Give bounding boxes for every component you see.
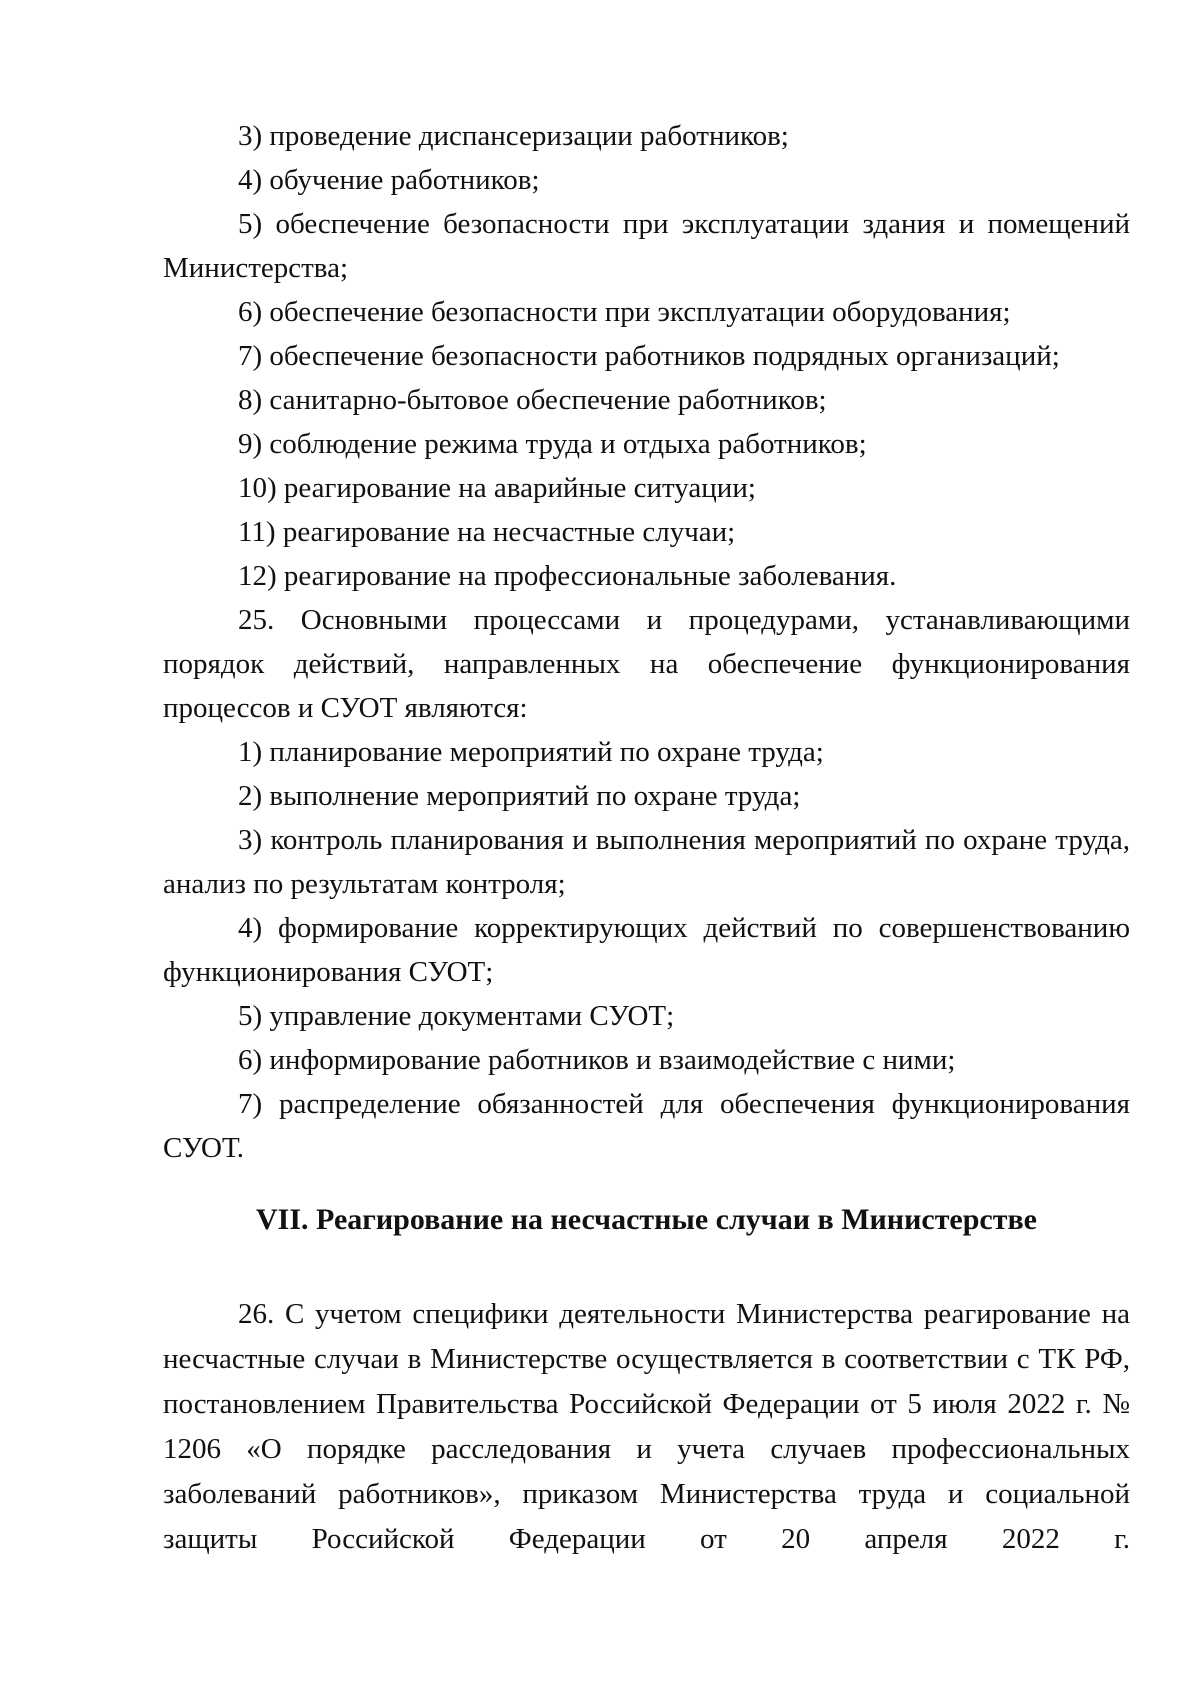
list-item: 1) планирование мероприятий по охране труда; — [238, 736, 824, 768]
section-heading: VII. Реагирование на несчастные случаи в Министерстве — [256, 1203, 1037, 1236]
list-item: 11) реагирование на несчастные случаи; — [238, 516, 736, 548]
list-item: 6) обеспечение безопасности при эксплуатации оборудования; — [238, 296, 1011, 328]
list-item: 10) реагирование на аварийные ситуации; — [238, 472, 756, 504]
list-item: 7) распределение обязанностей для обеспечения функционирования СУОТ. — [163, 1088, 1130, 1164]
list-a — [163, 114, 1130, 1170]
list-item: 7) обеспечение безопасности работников подрядных организаций; — [238, 340, 1060, 372]
list-item: 3) контроль планирования и выполнения мероприятий по охране труда, анализ по результатам контроля; — [163, 824, 1130, 900]
list-item: 2) выполнение мероприятий по охране труда; — [238, 780, 801, 812]
paragraph-26-block — [163, 1292, 1130, 1562]
list-item: 4) обучение работников; — [238, 164, 540, 196]
list-item: 3) проведение диспансеризации работников; — [238, 120, 789, 152]
list-item: 8) санитарно-бытовое обеспечение работников; — [238, 384, 827, 416]
list-item: 12) реагирование на профессиональные заболевания. — [238, 560, 897, 592]
list-item: 4) формирование корректирующих действий по совершенствованию функционирования СУОТ; — [163, 912, 1130, 988]
paragraph-25: 25. Основными процессами и процедурами, устанавливающими порядок действий, направленных на обеспечение функционирования процессов и СУОТ являются: — [163, 604, 1130, 724]
paragraph-26: 26. С учетом специфики деятельности Министерства реагирование на несчастные случаи в Министерстве осуществляется в соответствии с ТК РФ, постановлением Правительства Российской Федерации от 5 июля 2022 г. № 1206 «О порядке расследования и учета случаев профессиональных заболеваний работников», приказом Министерства труда и социальной защиты Российской Федерации от 20 апреля 2022 г. — [163, 1298, 1130, 1555]
list-item: 6) информирование работников и взаимодействие с ними; — [238, 1044, 956, 1076]
list-item: 5) обеспечение безопасности при эксплуатации здания и помещений Министерства; — [163, 208, 1130, 284]
list-item: 9) соблюдение режима труда и отдыха работников; — [238, 428, 867, 460]
list-item: 5) управление документами СУОТ; — [238, 1000, 675, 1032]
